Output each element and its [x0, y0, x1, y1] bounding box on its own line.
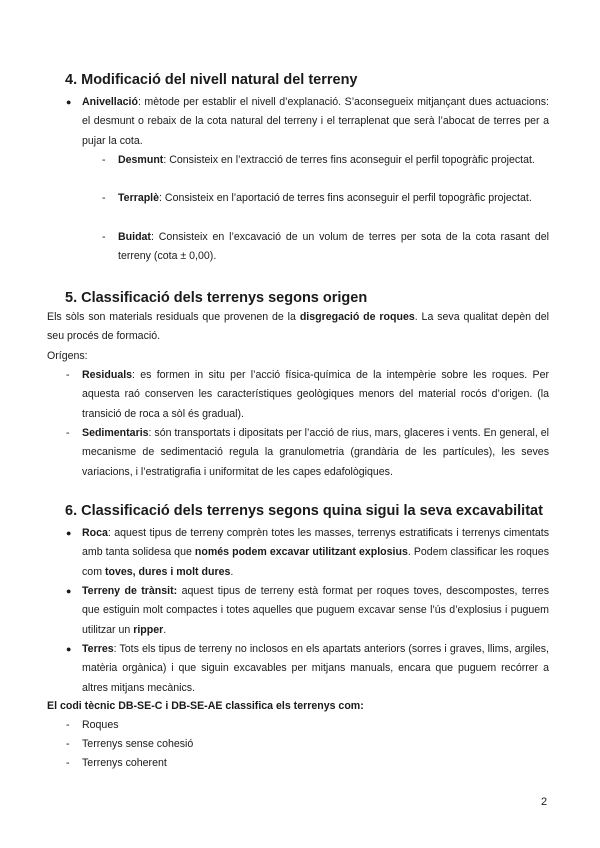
dash-icon: -	[66, 719, 70, 731]
page-number: 2	[541, 796, 548, 808]
desmunt-term: Desmunt	[118, 154, 164, 166]
transit-term: Terreny de trànsit:	[82, 585, 178, 597]
bullet-icon: ●	[66, 528, 72, 538]
intro-bold: disgregació de roques	[299, 311, 415, 323]
transit-paragraph	[82, 582, 549, 640]
anivellacio-text: : mètode per establir el nivell d’explanació. S’aconsegueix mitjançant dues actuacions: el desmunt o rebaix de la cota natural del terreny i el terraplenat que serà l’abocat de terres per a pujar la cota.	[82, 96, 549, 147]
section-6-heading: 6. Classificació dels terrenys segons quina sigui la seva excavabilitat	[65, 503, 543, 519]
buidat-text: : Consisteix en l’excavació de un volum de terres per sota de la cota rasant del terreny (cota ± 0,00).	[118, 231, 549, 263]
anivellacio-paragraph	[82, 93, 549, 151]
buidat-term: Buidat	[118, 231, 151, 243]
codi-item: Terrenys sense cohesió	[82, 738, 194, 750]
roca-text-a: : aquest tipus de terreny comprèn totes les masses, terrenys estratificats i terrenys cimentats amb tanta solidesa que	[82, 527, 549, 559]
transit-text-a: aquest tipus de terreny està format per roques toves, descompostes, terres que estiguin molt compactes i totes aquelles que puguem excavar sense l’ús d’explosius i puguem utilitzar un	[82, 585, 549, 636]
roca-bold-b: toves, dures i molt dures	[104, 565, 231, 578]
dash-icon: -	[66, 757, 70, 769]
dash-icon: -	[102, 154, 106, 166]
roca-text-b: . Podem classificar les roques com	[82, 546, 549, 578]
sedimentaris-item	[82, 424, 549, 482]
codi-label	[47, 697, 567, 716]
roca-text-c: .	[230, 565, 234, 578]
terres-text: : Tots els tipus de terreny no inclosos en els apartats anteriors (sorres i graves, llims, argiles, matèria orgànica) i que siguin excavables per mitjans manuals, encara que puguem recórrer a altres mitjans mecànics.	[82, 643, 549, 694]
section-5-intro	[47, 308, 549, 347]
bullet-icon: ●	[66, 97, 72, 107]
section-5-heading: 5. Classificació dels terrenys segons origen	[65, 290, 368, 306]
residuals-item	[82, 366, 549, 424]
codi-label-text: El codi tècnic DB-SE-C i DB-SE-AE classifica els terrenys com:	[47, 700, 364, 712]
codi-item: Roques	[82, 719, 119, 731]
dash-icon: -	[66, 738, 70, 750]
roca-bold-a: només podem excavar utilitzant explosius	[194, 546, 408, 559]
dash-icon: -	[66, 427, 70, 439]
section-4-heading: 4. Modificació del nivell natural del terreny	[65, 72, 358, 88]
terraple-text: : Consisteix en l’aportació de terres fins aconseguir el perfil topogràfic projectat.	[159, 192, 532, 204]
codi-item: Terrenys coherent	[82, 757, 167, 769]
origens-label: Orígens:	[47, 350, 88, 362]
transit-text-b: .	[163, 623, 167, 636]
terraple-item	[118, 189, 549, 208]
dash-icon: -	[66, 369, 70, 381]
terres-term: Terres	[82, 643, 114, 655]
dash-icon: -	[102, 192, 106, 204]
desmunt-item	[118, 151, 549, 170]
intro-text-a: Els sòls son materials residuals que provenen de la	[47, 311, 300, 323]
sedimentaris-term: Sedimentaris	[82, 427, 149, 439]
residuals-text: : es formen in situ per l’acció física-química de la intempèrie sobre les roques. Per aquesta raó conserven les característiques geològiques menors del material rocós d’origen. (la transició de roca a sòl és gradual).	[82, 369, 549, 420]
intro-text-b: . La seva qualitat depèn del seu procés de formació.	[47, 311, 549, 343]
bullet-icon: ●	[66, 644, 72, 654]
anivellacio-term: Anivellació	[82, 96, 138, 108]
roca-term: Roca	[82, 527, 108, 539]
buidat-item	[118, 228, 549, 267]
dash-icon: -	[102, 231, 106, 243]
bullet-icon: ●	[66, 586, 72, 596]
desmunt-text: : Consisteix en l’extracció de terres fins aconseguir el perfil topogràfic projectat.	[163, 154, 535, 166]
terres-paragraph	[82, 640, 549, 698]
residuals-term: Residuals	[82, 369, 133, 381]
roca-paragraph	[82, 524, 549, 582]
terraple-term: Terraplè	[118, 192, 160, 204]
sedimentaris-text: : són transportats i dipositats per l’acció de rius, mars, glaceres i vents. En general, el mecanisme de sedimentació regula la granulometria (grandària de les partícules), les seves variacions, i l’estratigrafia i uniformitat de les capes edafològiques.	[82, 427, 549, 478]
transit-bold-a: ripper	[133, 623, 164, 636]
